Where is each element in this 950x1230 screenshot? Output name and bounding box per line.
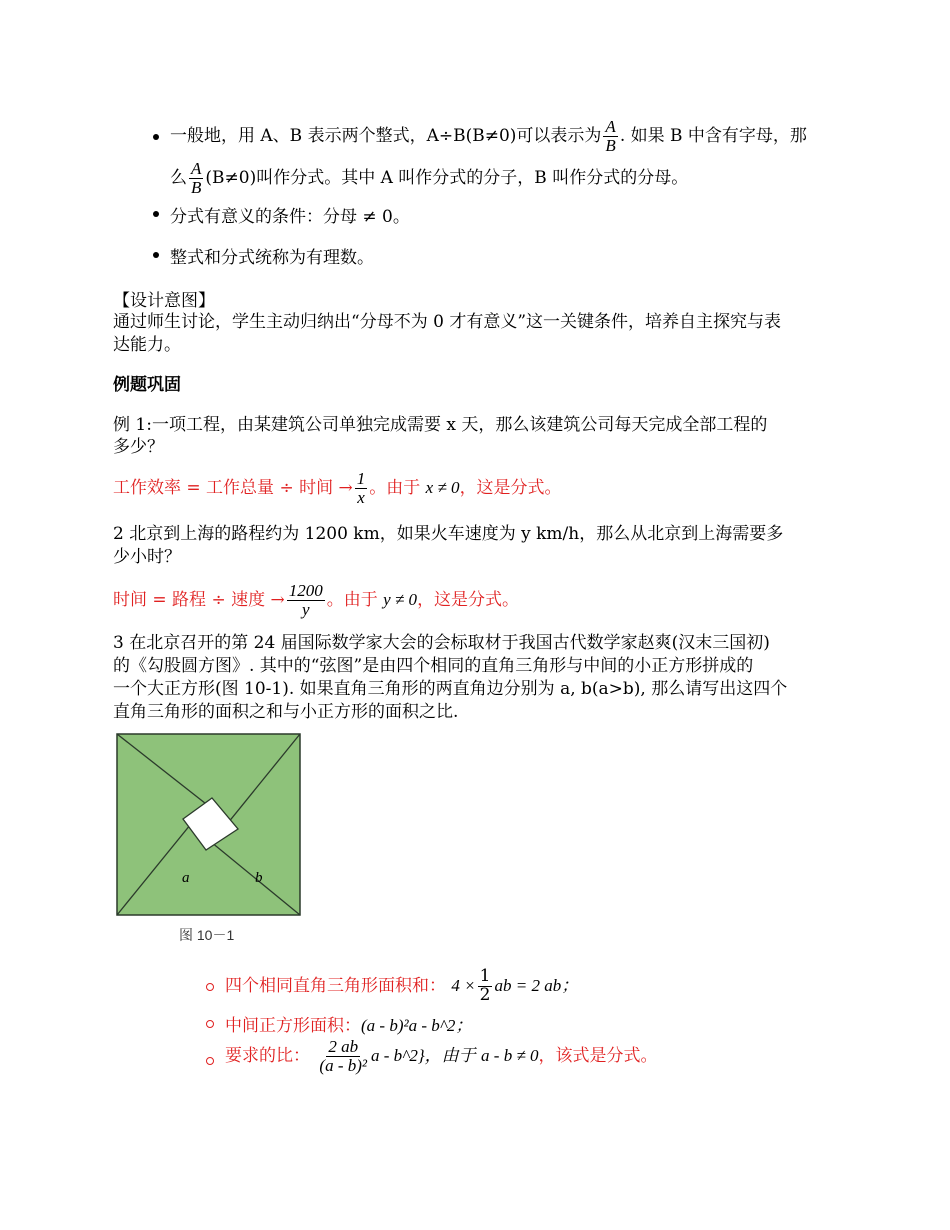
example-2-answer (113, 582, 519, 619)
example-2-answer-a: 时间 = 路程 ÷ 速度 → (113, 589, 285, 610)
frac-den: y (301, 599, 310, 619)
design-intent-title: 【设计意图】 (113, 291, 215, 311)
example-3-line-2: 的《勾股圆方图》. 其中的“弦图”是由四个相同的直角三角形与中间的小正方形拼成的 (113, 656, 754, 676)
example-1-line-2: 多少？ (113, 437, 164, 457)
frac-num: A (191, 159, 202, 178)
frac-den: B (191, 177, 202, 197)
example-1-answer-c: ，这是分式。 (459, 477, 562, 498)
bullet-2: 分式有意义的条件：分母 ≠ 0。 (170, 207, 410, 227)
example-2-line-1: 2 北京到上海的路程约为 1200 km，如果火车速度为 y km/h，那么从北京到上海需要多 (113, 524, 784, 544)
fraction-a-over-b-2 (189, 160, 203, 197)
answer-1 (225, 968, 578, 1005)
figure-xian-diagram (116, 733, 302, 917)
example-3-line-1: 3 在北京召开的第 24 届国际数学家大会的会标取材于我国古代数学家赵爽(汉末三国初) (113, 633, 770, 653)
example-1-answer (113, 470, 562, 507)
bullet-1-text-a: 一般地，用 A、B 表示两个整式，A÷B(B≠0)可以表示为 (170, 125, 602, 146)
answer-3-condition: a - b ≠ 0 (481, 1045, 539, 1065)
figure-label-a: a (182, 870, 190, 886)
example-2-answer-c: ，这是分式。 (417, 589, 520, 610)
frac-num: 2 ab (328, 1037, 359, 1056)
example-2-line-2: 少小时？ (113, 547, 181, 567)
fraction-1-over-x (355, 470, 368, 507)
answer-3-post: a - b^2}，由于 (371, 1045, 476, 1065)
frac-num: 1200 (288, 581, 323, 600)
answer-circle (206, 1020, 214, 1028)
answer-2-label: 中间正方形面积： (225, 1016, 361, 1036)
example-1-line-1: 例 1:一项工程，由某建筑公司单独完成需要 x 天，那么该建筑公司每天完成全部工程的 (113, 415, 768, 435)
example-3-line-3: 一个大正方形(图 10-1). 如果直角三角形的两直角边分别为 a, b(a>b), 那么请写出这四个 (113, 679, 788, 699)
frac-den: (a - b)² (319, 1055, 367, 1075)
answer-circle (206, 1057, 214, 1065)
example-1-answer-b: 。由于 (369, 477, 421, 498)
fraction-2ab-over-square (317, 1038, 369, 1075)
answer-3-label: 要求的比： (225, 1045, 310, 1066)
bullet-1-line-1 (170, 118, 807, 155)
answer-2 (225, 1011, 472, 1036)
frac-den: 2 (479, 984, 491, 1005)
bullet-1-line-2 (170, 160, 688, 197)
frac-num: 1 (479, 966, 491, 986)
bullet-dot (153, 252, 159, 258)
frac-den: B (605, 135, 616, 155)
frac-den: x (357, 487, 365, 507)
example-2-answer-b: 。由于 (326, 589, 378, 610)
fraction-1200-over-y (287, 582, 325, 619)
figure-label-b: b (255, 870, 263, 886)
answer-1-label: 四个相同直角三角形面积和： (225, 975, 446, 996)
bullet-3: 整式和分式统称为有理数。 (170, 248, 374, 268)
bullet-dot (153, 134, 159, 140)
bullet-1-text-b: . 如果 B 中含有字母，那 (619, 125, 807, 146)
example-1-answer-a: 工作效率 = 工作总量 ÷ 时间 → (113, 477, 353, 498)
example-2-condition: y ≠ 0 (383, 589, 418, 609)
example-1-condition: x ≠ 0 (425, 477, 460, 497)
answer-circle (206, 983, 214, 991)
answer-3-tail: ，该式是分式。 (538, 1045, 658, 1066)
design-intent-line-1: 通过师生讨论，学生主动归纳出“分母不为 0 才有意义”这一关键条件，培养自主探究与表 (113, 312, 782, 332)
bullet-1-text-d: (B≠0)叫作分式。其中 A 叫作分式的分子，B 叫作分式的分母。 (205, 167, 689, 188)
section-heading: 例题巩固 (113, 375, 181, 394)
answer-1-pre: 4 × (451, 975, 476, 995)
bullet-1-text-c: 么 (170, 167, 187, 188)
answer-1-post: ab = 2 ab； (494, 975, 579, 995)
frac-num: 1 (356, 469, 366, 488)
answer-2-expr: (a - b)²a - b^2； (361, 1016, 473, 1035)
example-3-line-4: 直角三角形的面积之和与小正方形的面积之比. (113, 702, 459, 722)
design-intent-line-2: 达能力。 (113, 335, 181, 355)
bullet-dot (153, 211, 159, 217)
fraction-a-over-b (603, 118, 617, 155)
figure-caption: 图 10－1 (179, 927, 235, 943)
answer-3 (225, 1038, 658, 1075)
fraction-1-over-2 (478, 968, 493, 1005)
frac-num: A (605, 117, 616, 136)
